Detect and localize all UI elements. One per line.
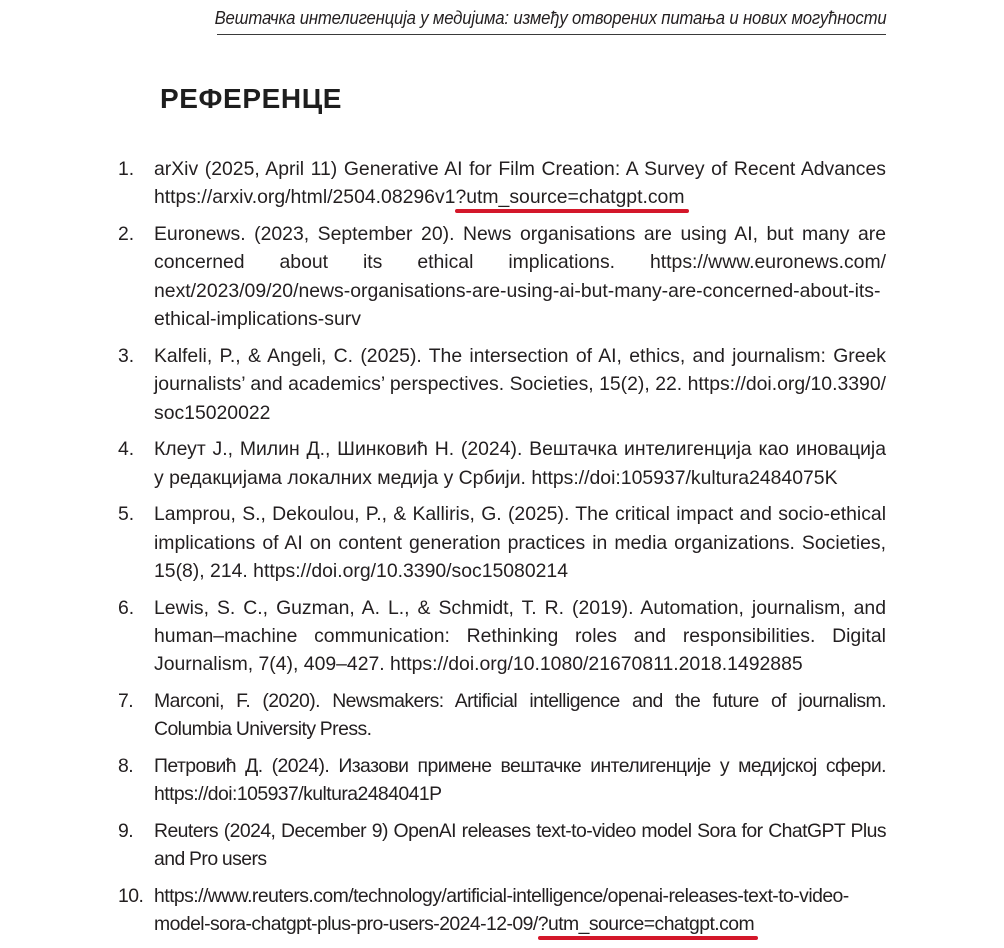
reference-text: Lewis, S. C., Guzman, A. L., & Schmidt, T. R. (2019). Automation, journalism, and human–machine communication: Rethinking roles and responsibilities. Digital Journalism, 7(4), 409–427. https://doi.org/10.1080/21670811.2018.1492885 [154,596,886,676]
highlighted-utm-parameter[interactable]: ?utm_source=chatgpt.com [537,913,755,936]
reference-item-3 [118,342,886,427]
reference-number: 1. [118,158,135,180]
reference-number: 8. [118,755,134,778]
reference-number: 7. [118,690,134,713]
reference-item-7 [118,687,886,744]
reference-number: 2. [118,223,135,245]
reference-text: Reuters (2024, December 9) OpenAI releases text-to-video model Sora for ChatGPT Plus and Pro users [154,820,886,871]
reference-citation: arXiv (2025, April 11) Generative AI for Film Creation: A Survey of Recent Advances https://arxiv.org/html/2504.08296v1 [154,158,886,209]
reference-item-10 [118,882,886,939]
reference-item-5 [118,500,886,585]
reference-text [154,882,886,939]
reference-item-8 [118,752,886,809]
reference-number: 4. [118,438,135,461]
reference-list [118,155,886,947]
highlighted-utm-parameter[interactable]: ?utm_source=chatgpt.com [455,186,685,209]
reference-text: Клеут Ј., Милин Д., Шинковић Н. (2024). Вештачка интелигенција као иновација у редакцијама локалних медија у Србији. https://doi:105937/kultura2484075K [154,438,886,489]
reference-text: Marconi, F. (2020). Newsmakers: Artificial intelligence and the future of journalism. Columbia University Press. [154,690,886,741]
reference-item-2 [118,220,886,334]
section-title: РЕФЕРЕНЦЕ [160,83,343,115]
running-header-text: Вештачка интелигенција у медијима: између отворених питања и нових могућности [214,8,886,28]
reference-number: 9. [118,820,134,843]
running-header [214,6,886,35]
reference-text: Euronews. (2023, September 20). News organisations are using AI, but many are concerned about its ethical implications. https://www.euronews.com/ next/2023/09/20/news-organisations-are-using-ai-but-many-are-concerned-about-its-ethical-implications-surv [154,223,886,331]
reference-item-4 [118,435,886,492]
reference-number: 10. [118,885,144,908]
reference-url[interactable]: https://www.reuters.com/technology/artificial-intelligence/openai-releases-text-to-video-model-sora-chatgpt-plus-pro-users-2024-12-09/ [154,885,849,936]
reference-number: 3. [118,344,135,367]
reference-text: Петровић Д. (2024). Изазови примене вештачке интелигенције у медијској сфери. https://doi:105937/kultura2484041P [154,755,886,806]
reference-text: Lamprou, S., Dekoulou, P., & Kalliris, G. (2025). The critical impact and socio-ethical implications of AI on content generation practices in media organizations. Societies, 15(8), 214. https://doi.org/10.3390/soc15080214 [154,503,886,583]
reference-text: Kalfeli, P., & Angeli, C. (2025). The intersection of AI, ethics, and journalism: Greek journalists’ and academics’ perspectives. Societies, 15(2), 22. https://doi.org/10.3390/ soc15020022 [154,344,886,424]
reference-item-1 [118,155,886,212]
reference-item-6 [118,594,886,679]
reference-number: 6. [118,596,135,619]
reference-text [154,155,886,212]
reference-item-9 [118,817,886,874]
reference-number: 5. [118,503,135,526]
